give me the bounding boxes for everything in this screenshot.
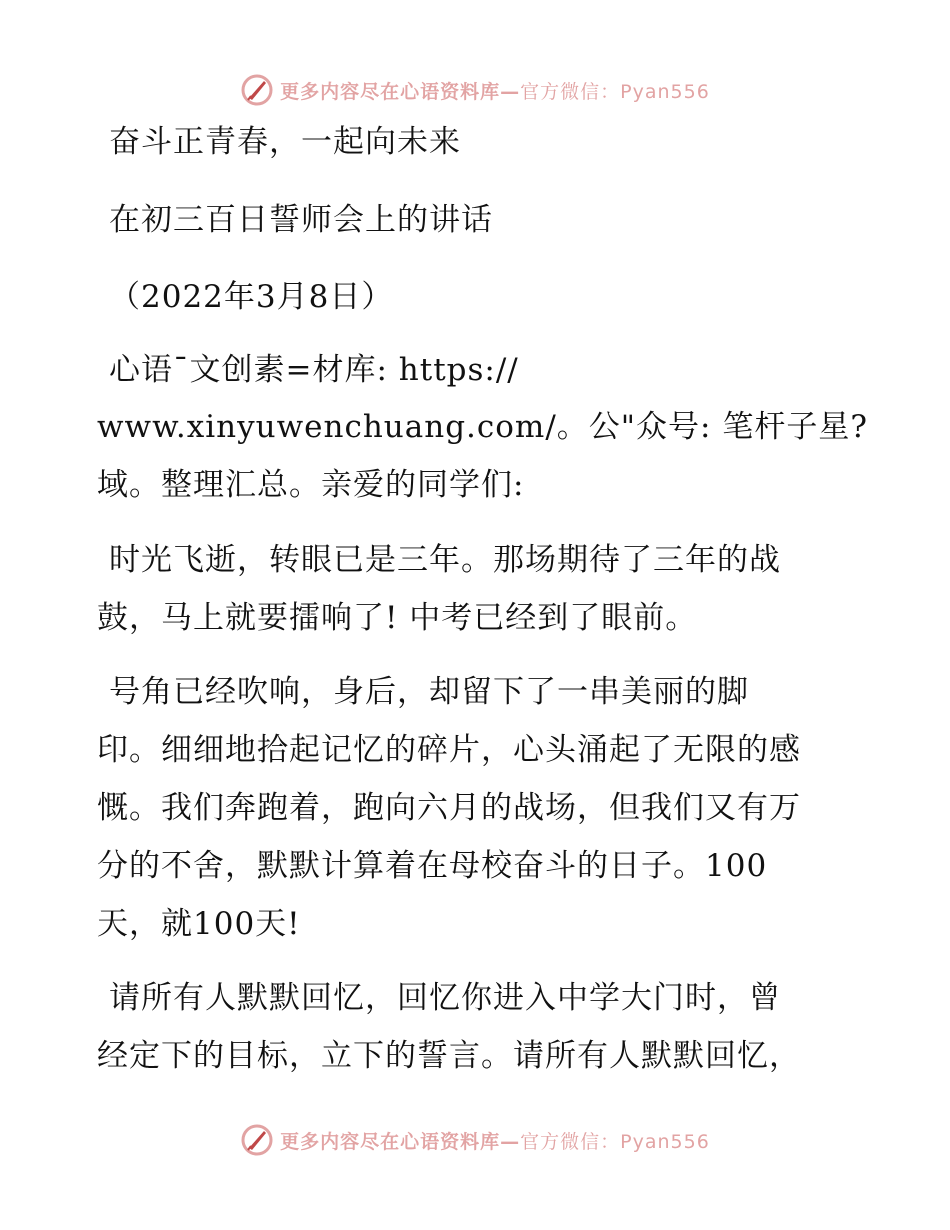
paragraph-line: 鼓，马上就要擂响了! 中考已经到了眼前。: [97, 600, 698, 636]
paragraph-line: 域。整理汇总。亲爱的同学们:: [97, 467, 525, 503]
paragraph-line: 心语¯文创素=材库: https://: [109, 352, 519, 388]
paragraph-line: 经定下的目标，立下的誓言。请所有人默默回忆，: [97, 1038, 801, 1074]
footer-watermark: [0, 1120, 950, 1160]
paragraph-line: 慨。我们奔跑着，跑向六月的战场，但我们又有万: [97, 790, 801, 826]
quill-pen-icon: [240, 73, 274, 107]
paragraph-line: 印。细细地拾起记忆的碎片，心头涌起了无限的感: [97, 732, 801, 768]
quill-pen-icon: [240, 1123, 274, 1157]
paragraph-line: 请所有人默默回忆，回忆你进入中学大门时，曾: [109, 980, 781, 1016]
paragraph-line: www.xinyuwenchuang.com/。公"众号: 笔杆子星?: [97, 409, 868, 445]
document-date: （2022年3月8日）: [109, 279, 394, 315]
watermark-text: 更多内容尽在心语资料库—官方微信：Pyan556: [280, 1130, 710, 1153]
paragraph-line: 号角已经吹响，身后，却留下了一串美丽的脚: [109, 674, 749, 710]
document-title: 奋斗正青春，一起向未来: [109, 124, 461, 160]
paragraph-line: 时光飞逝，转眼已是三年。那场期待了三年的战: [109, 542, 781, 578]
document-subtitle: 在初三百日誓师会上的讲话: [109, 202, 493, 238]
paragraph-line: 分的不舍，默默计算着在母校奋斗的日子。100: [97, 848, 768, 884]
paragraph-line: 天，就100天!: [97, 906, 301, 942]
watermark-text: 更多内容尽在心语资料库—官方微信：Pyan556: [280, 80, 710, 103]
header-watermark: [0, 70, 950, 110]
